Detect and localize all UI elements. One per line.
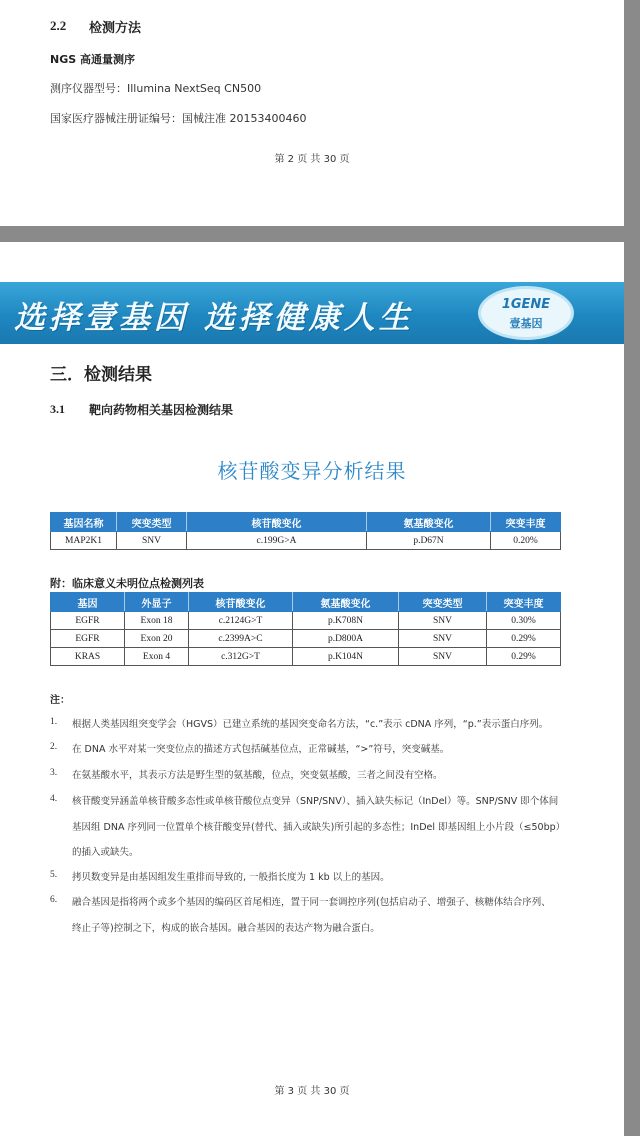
nucleotide-variant-table	[50, 512, 561, 550]
table-row	[51, 532, 561, 550]
page-footer: 第 3 页 共 30 页	[274, 1086, 350, 1097]
results-section-title: 三．检测结果	[50, 365, 152, 385]
table-row	[51, 648, 561, 666]
note-number: 4.	[50, 794, 58, 804]
note-text: 终止子等)控制之下，构成的嵌合基因。融合基因的表达产物为融合蛋白。	[72, 923, 380, 934]
result-title: 核苷酸变异分析结果	[217, 459, 407, 483]
column-header: 突变类型	[117, 513, 187, 532]
column-header: 突变丰度	[487, 593, 561, 612]
gene-cell: EGFR	[51, 612, 125, 630]
column-header: 氨基酸变化	[293, 593, 399, 612]
nucleotide-change-cell: c.312G>T	[189, 648, 293, 666]
brand-banner	[0, 282, 624, 344]
note-number: 2.	[50, 742, 58, 752]
appendix-title: 附：临床意义未明位点检测列表	[50, 577, 204, 590]
column-header: 氨基酸变化	[367, 513, 491, 532]
report-page-3	[0, 242, 624, 1136]
registration-number: 国家医疗器械注册证编号：国械注准 20153400460	[50, 112, 307, 125]
note-number: 5.	[50, 870, 58, 880]
vus-table	[50, 592, 561, 666]
company-logo	[478, 286, 574, 340]
column-header: 基因	[51, 593, 125, 612]
amino-acid-change-cell: p.K104N	[293, 648, 399, 666]
banner-slogan: 选择壹基因 选择健康人生	[14, 300, 414, 336]
instrument-model: 测序仪器型号：Illumina NextSeq CN500	[50, 82, 262, 95]
mutation-type-cell: SNV	[399, 630, 487, 648]
column-header: 核苷酸变化	[187, 513, 367, 532]
table-row	[51, 612, 561, 630]
note-number: 6.	[50, 895, 58, 905]
note-text: 核苷酸变异涵盖单核苷酸多态性或单核苷酸位点变异（SNP/SNV）、插入缺失标记（InDel）等。SNP/SNV 即个体间	[72, 796, 559, 807]
note-text: 在 DNA 水平对某一突变位点的描述方式包括碱基位点，正常碱基，“>”符号，突变碱基。	[72, 744, 450, 755]
section-title: 检测方法	[89, 21, 142, 36]
column-header: 基因名称	[51, 513, 117, 532]
mutation-type-cell: SNV	[117, 532, 187, 550]
note-text: 根据人类基因组突变学会（HGVS）已建立系统的基因突变命名方法，“c.”表示 cDNA 序列，“p.”表示蛋白序列。	[72, 719, 549, 730]
note-text: 拷贝数变异是由基因组发生重排而导致的, 一般指长度为 1 kb 以上的基因。	[72, 872, 390, 883]
gene-cell: MAP2K1	[51, 532, 117, 550]
notes-label: 注：	[50, 695, 70, 706]
abundance-cell: 0.30%	[487, 612, 561, 630]
exon-cell: Exon 4	[125, 648, 189, 666]
note-text: 基因组 DNA 序列同一位置单个核苷酸变异(替代、插入或缺失)所引起的多态性；InDel 即基因组上小片段（≤50bp）	[72, 822, 566, 833]
amino-acid-change-cell: p.D67N	[367, 532, 491, 550]
nucleotide-change-cell: c.199G>A	[187, 532, 367, 550]
mutation-type-cell: SNV	[399, 612, 487, 630]
column-header: 核苷酸变化	[189, 593, 293, 612]
abundance-cell: 0.29%	[487, 648, 561, 666]
nucleotide-change-cell: c.2399A>C	[189, 630, 293, 648]
page-footer: 第 2 页 共 30 页	[274, 154, 350, 165]
report-page-2	[0, 0, 624, 226]
note-number: 1.	[50, 717, 58, 727]
table-row	[51, 630, 561, 648]
note-number: 3.	[50, 768, 58, 778]
logo-name: 壹基因	[509, 317, 543, 330]
column-header: 突变类型	[399, 593, 487, 612]
section-number: 2.2	[50, 18, 67, 33]
exon-cell: Exon 20	[125, 630, 189, 648]
gene-cell: KRAS	[51, 648, 125, 666]
abundance-cell: 0.29%	[487, 630, 561, 648]
column-header: 突变丰度	[491, 513, 561, 532]
logo-wordmark: 1GENE	[501, 297, 551, 312]
method-title: NGS 高通量测序	[50, 53, 135, 66]
amino-acid-change-cell: p.D800A	[293, 630, 399, 648]
subsection-number: 3.1	[50, 402, 65, 416]
abundance-cell: 0.20%	[491, 532, 561, 550]
amino-acid-change-cell: p.K708N	[293, 612, 399, 630]
nucleotide-change-cell: c.2124G>T	[189, 612, 293, 630]
note-text: 的插入或缺失。	[72, 847, 139, 858]
mutation-type-cell: SNV	[399, 648, 487, 666]
column-header: 外显子	[125, 593, 189, 612]
note-text: 在氨基酸水平，其表示方法是野生型的氨基酸，位点，突变氨基酸，三者之间没有空格。	[72, 770, 443, 781]
exon-cell: Exon 18	[125, 612, 189, 630]
subsection-title: 靶向药物相关基因检测结果	[89, 403, 234, 417]
note-text: 融合基因是指将两个或多个基因的编码区首尾相连，置于同一套调控序列(包括启动子、增强子、核糖体结合序列、	[72, 897, 551, 908]
gene-cell: EGFR	[51, 630, 125, 648]
